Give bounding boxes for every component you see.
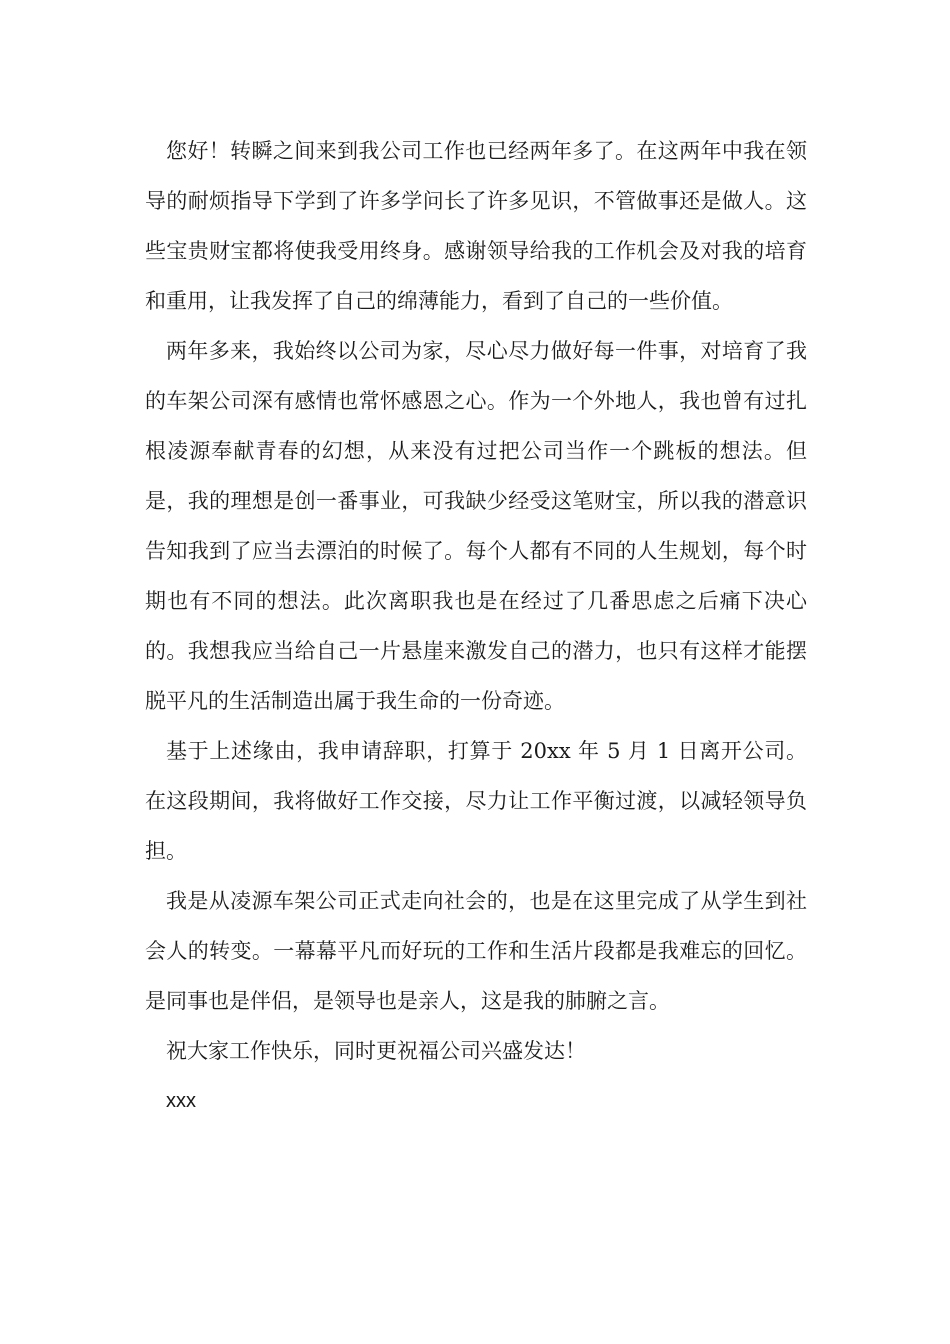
paragraph-reflection: 两年多来，我始终以公司为家，尽心尽力做好每一件事，对培育了我的车架公司深有感情也常怀感恩之心。作为一个外地人，我也曾有过扎根凌源奉献青春的幻想，从来没有过把公司当作一个跳板的想法。但是，我的理想是创一番事业，可我缺少经受这笔财宝，所以我的潜意识告知我到了应当去漂泊的时候了。每个人都有不同的人生规划，每个时期也有不同的想法。此次离职我也是在经过了几番思虑之后痛下决心的。我想我应当给自己一片悬崖来激发自己的潜力，也只有这样才能摆脱平凡的生活制造出属于我生命的一份奇迹。: [145, 339, 807, 713]
letter-body: [145, 126, 807, 1126]
paragraph-resignation: 基于上述缘由，我申请辞职，打算于 20xx 年 5 月 1 日离开公司。在这段期间，我将做好工作交接，尽力让工作平衡过渡，以减轻领导负担。: [145, 739, 807, 863]
signature: xxx: [166, 1090, 196, 1112]
paragraph-gratitude: 我是从凌源车架公司正式走向社会的，也是在这里完成了从学生到社会人的转变。一幕幕平凡而好玩的工作和生活片段都是我难忘的回忆。是同事也是伴侣，是领导也是亲人，这是我的肺腑之言。: [145, 889, 807, 1013]
paragraph-greeting: 您好！转瞬之间来到我公司工作也已经两年多了。在这两年中我在领导的耐烦指导下学到了许多学问长了许多见识，不管做事还是做人。这些宝贵财宝都将使我受用终身。感谢领导给我的工作机会及对我的培育和重用，让我发挥了自己的绵薄能力，看到了自己的一些价值。: [145, 139, 807, 313]
paragraph-wishes: 祝大家工作快乐，同时更祝福公司兴盛发达！: [166, 1039, 586, 1063]
